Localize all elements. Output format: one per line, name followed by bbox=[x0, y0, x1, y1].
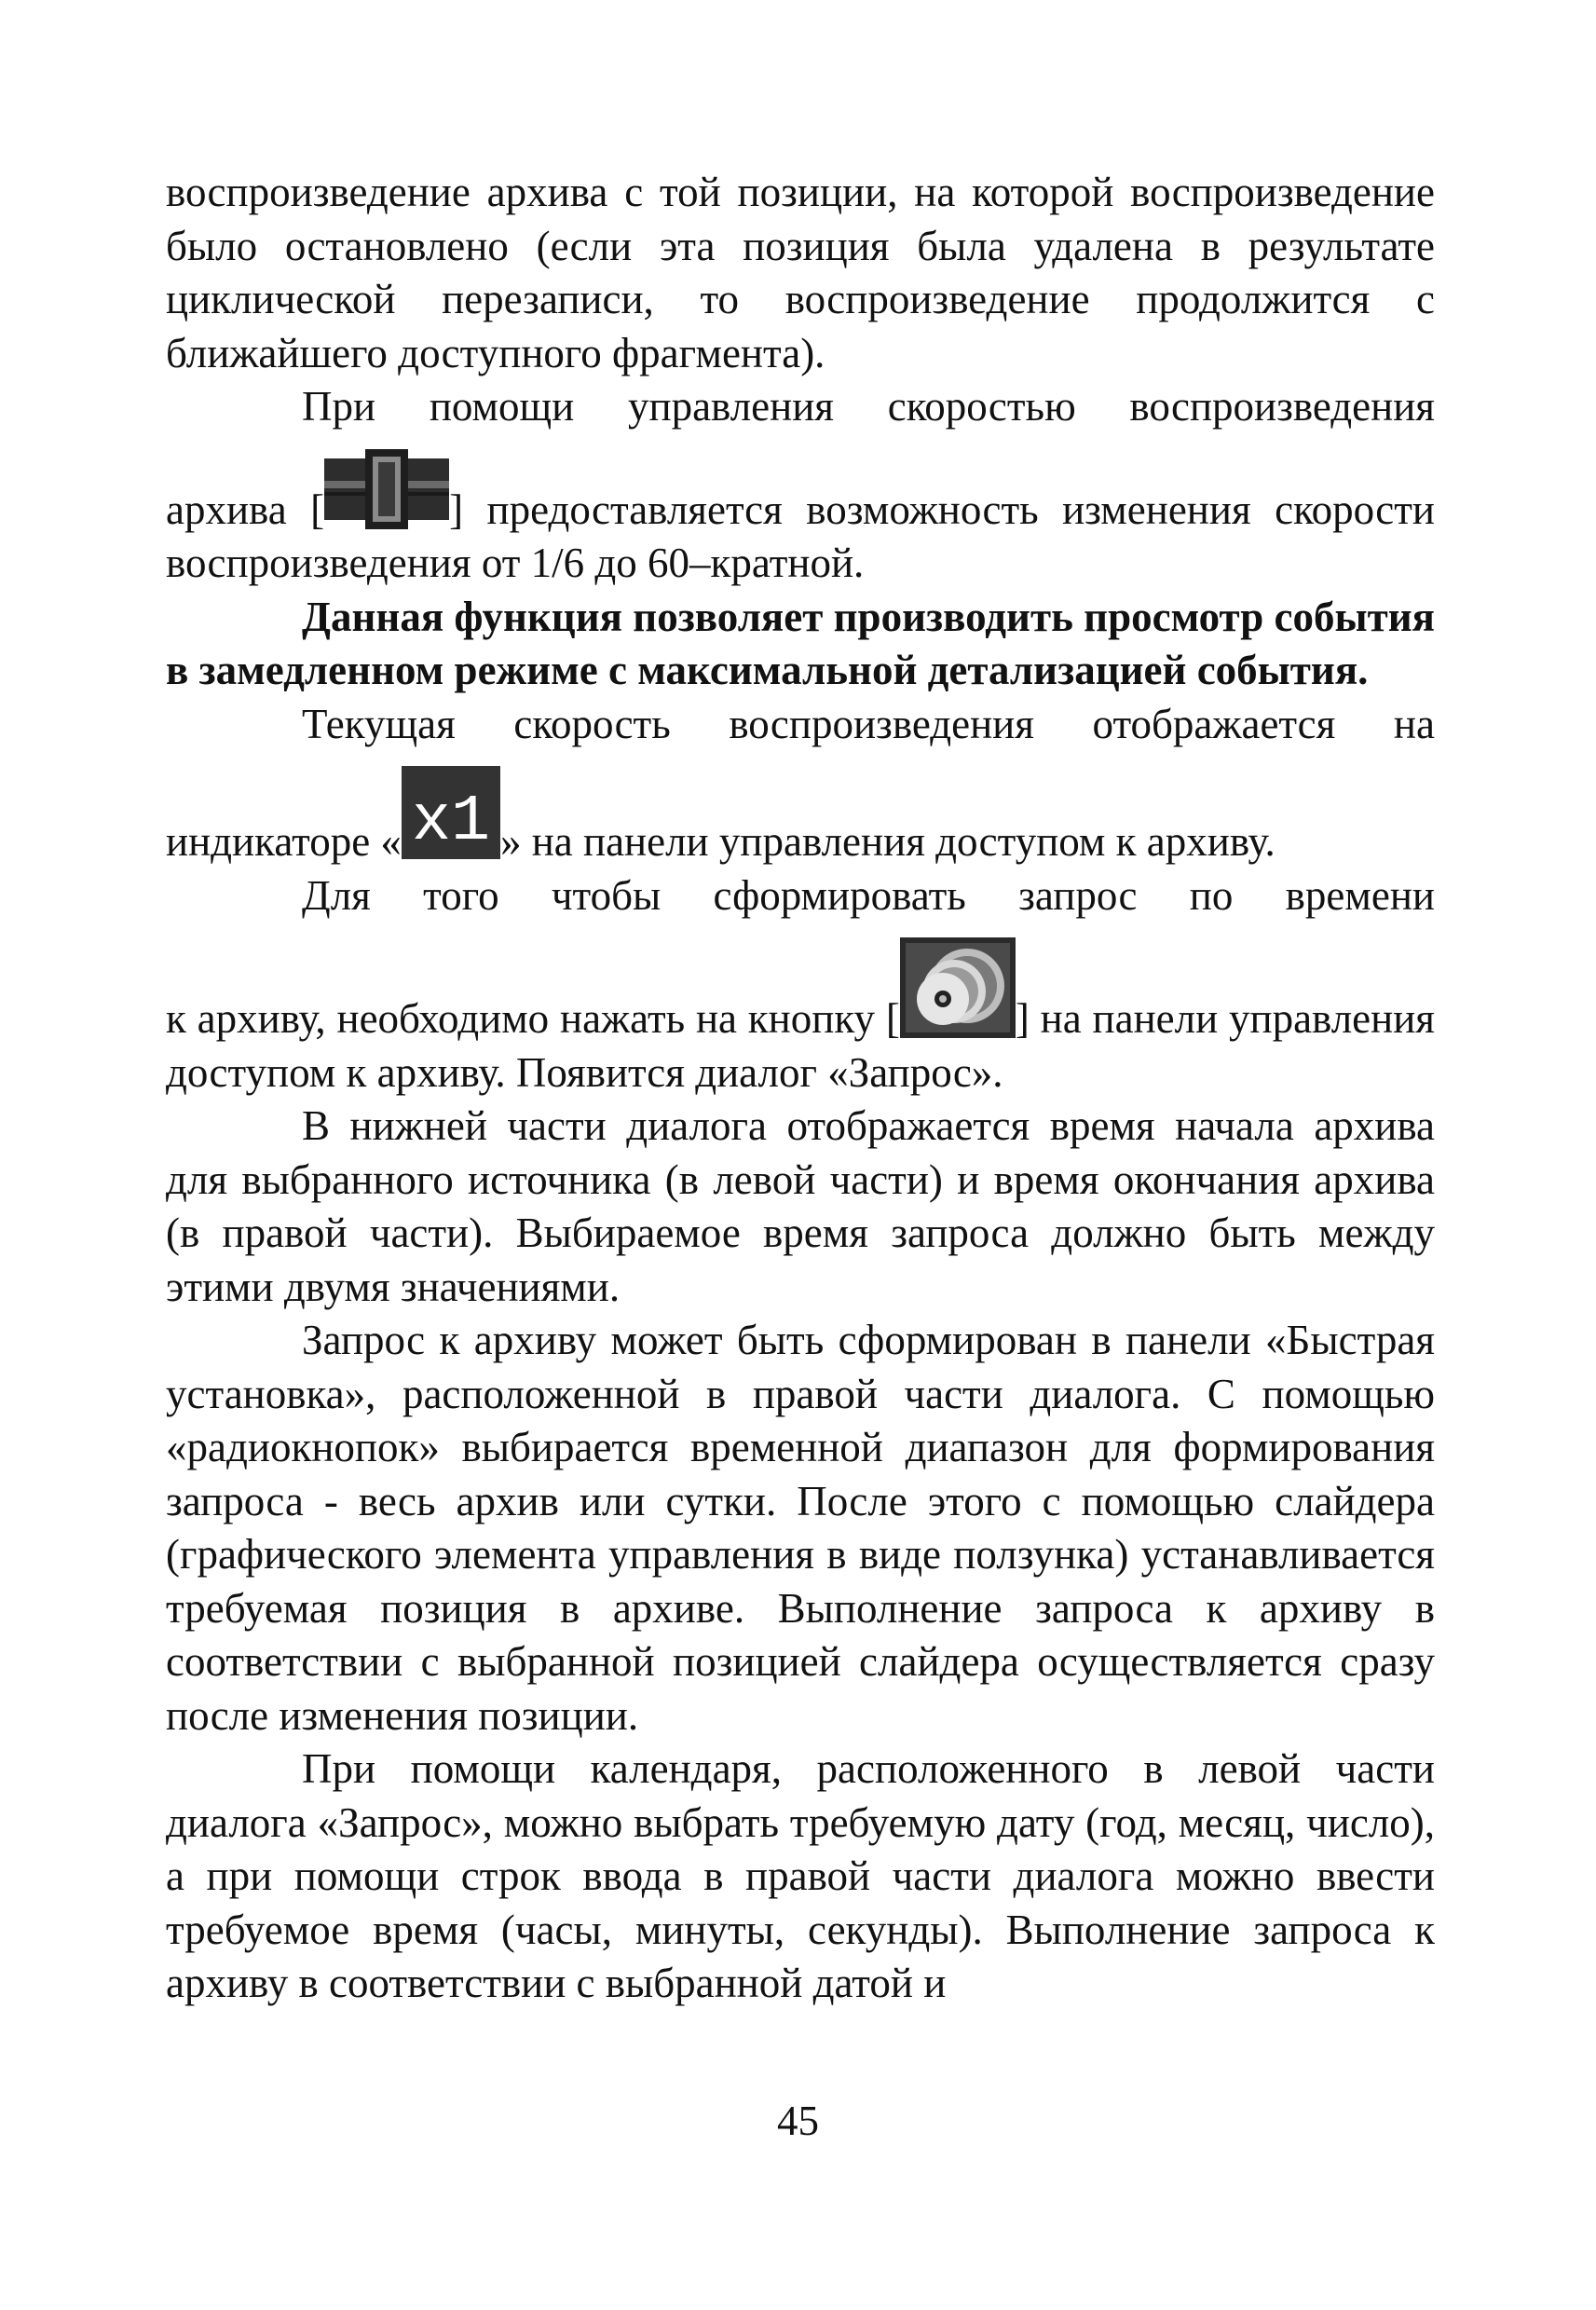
speed-slider-icon bbox=[324, 449, 449, 529]
paragraph-4-text-before-icon: индикаторе « bbox=[166, 818, 402, 865]
speed-indicator-text: x1 bbox=[411, 786, 490, 859]
page-number: 45 bbox=[777, 2098, 819, 2144]
paragraph-1: воспроизведение архива с той позиции, на которой воспроизведение было остановлено (если эта позиция была удалена в результате циклической перезаписи, то воспроизведение продолжится с ближайшего доступного фрагмента). bbox=[166, 169, 1435, 376]
archive-request-icon[interactable] bbox=[900, 937, 1016, 1038]
paragraph-4 bbox=[166, 766, 1435, 869]
paragraph-4-text-after-icon: » на панели управления доступом к архиву. bbox=[499, 818, 1275, 865]
paragraph-2-text-after-icon: ] предоставляется возможность изменения скорости воспроизведения от 1/6 до 60–кратной. bbox=[166, 485, 1435, 586]
speed-indicator-icon bbox=[402, 766, 500, 859]
document-page bbox=[166, 166, 1435, 2011]
paragraph-7: Запрос к архиву может быть сформирован в панели «Быстрая установка», расположенной в правой части диалога. С помощью «радиокнопок» выбирается временной диапазон для формирования запроса - весь архив или сутки. После этого с помощью слайдера (графического элемента управления в виде ползунка) устанавливается требуемая позиция в архиве. Выполнение запроса к архиву в соответствии с выбранной позицией слайдера осуществляется сразу после изменения позиции. bbox=[166, 1317, 1435, 1739]
paragraph-3: Данная функция позволяет производить просмотр события в замедленном режиме с максимальной детализацией события. bbox=[166, 593, 1435, 693]
paragraph-6: В нижней части диалога отображается время начала архива для выбранного источника (в левой части) и время окончания архива (в правой части). Выбираемое время запроса должно быть между этими двумя значениями. bbox=[166, 1102, 1435, 1310]
paragraph-2 bbox=[166, 449, 1435, 591]
paragraph-8: При помощи календаря, расположенного в левой части диалога «Запрос», можно выбрать требуемую дату (год, месяц, число), а при помощи строк ввода в правой части диалога можно ввести требуемое время (часы, минуты, секунды). Выполнение запроса к архиву в соответствии с выбранной датой и bbox=[166, 1745, 1435, 2006]
paragraph-4-line-1: Текущая скорость воспроизведения отображается на bbox=[302, 700, 1435, 747]
paragraph-5-text-before-icon: к архиву, необходимо нажать на кнопку [ bbox=[166, 995, 900, 1042]
paragraph-5-text-after-icon: ] на панели управления доступом к архиву. Появится диалог «Запрос». bbox=[166, 995, 1435, 1096]
paragraph-5 bbox=[166, 937, 1435, 1100]
paragraph-2-line-1: При помощи управления скоростью воспроизведения bbox=[302, 383, 1435, 430]
paragraph-5-line-1: Для того чтобы сформировать запрос по времени bbox=[302, 871, 1435, 919]
paragraph-2-text-before-icon: архива [ bbox=[166, 485, 325, 533]
